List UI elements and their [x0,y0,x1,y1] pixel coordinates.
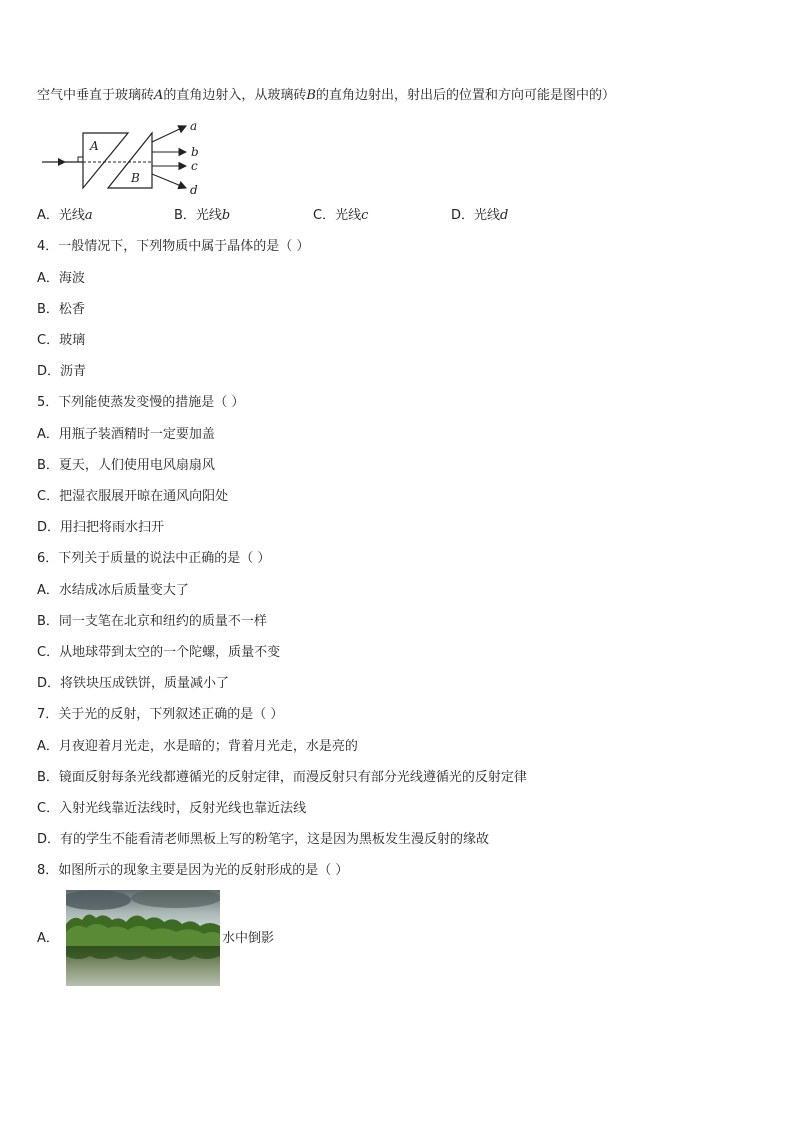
ray-b-label: b [191,145,199,159]
q4-option-b[interactable]: B．松香 [37,302,85,317]
q6-option-d[interactable]: D．将铁块压成铁饼，质量减小了 [37,676,230,691]
ray-d-label: d [190,183,198,196]
q7-option-d[interactable]: D．有的学生不能看清老师黑板上写的粉笔字，这是因为黑板发生漫反射的缘故 [37,832,490,847]
glass-brick-b [108,133,152,188]
incident-ray-arrow-icon [58,158,66,166]
water-reflection-photo [66,890,220,986]
q7-stem: 7．关于光的反射，下列叙述正确的是（ ） [37,707,284,722]
q5-option-b[interactable]: B．夏天，人们使用电风扇扇风 [37,458,215,473]
q8-option-a-label: 水中倒影 [222,931,275,946]
q6-option-c[interactable]: C．从地球带到太空的一个陀螺，质量不变 [37,645,281,660]
q5-stem: 5．下列能使蒸发变慢的措施是（ ） [37,395,245,410]
q3-option-d[interactable]: D．光线d [451,208,509,223]
q5-option-d[interactable]: D．用扫把将雨水扫开 [37,520,165,535]
q3-option-c[interactable]: C．光线c [313,208,369,223]
q3-stem-var-a: A [154,88,164,103]
q4-option-c[interactable]: C．玻璃 [37,333,86,348]
q4-stem: 4．一般情况下，下列物质中属于晶体的是（ ） [37,239,310,254]
brick-a-label: A [90,139,99,153]
q4-option-d[interactable]: D．沥青 [37,364,87,379]
q8-stem: 8．如图所示的现象主要是因为光的反射形成的是（ ） [37,863,349,878]
q3-stem: 空气中垂直于玻璃砖A的直角边射入，从玻璃砖B的直角边射出，射出后的位置和方向可能是图中的） [37,88,615,103]
brick-b-label: B [131,171,140,185]
q7-option-a[interactable]: A．月夜迎着月光走，水是暗的；背着月光走，水是亮的 [37,739,358,754]
ray-d [152,174,186,188]
q6-stem: 6．下列关于质量的说法中正确的是（ ） [37,551,271,566]
q5-option-c[interactable]: C．把湿衣服展开晾在通风向阳处 [37,489,229,504]
q4-option-a[interactable]: A．海波 [37,271,85,286]
water-reflection-image [66,890,220,986]
right-angle-mark [78,157,83,162]
q3-options [37,208,597,224]
ray-c-label: c [191,159,198,173]
q3-stem-var-b: B [306,88,316,103]
ray-a [152,126,186,142]
ray-a-label: a [190,119,198,133]
glass-prism-diagram [38,116,218,196]
q7-option-c[interactable]: C．入射光线靠近法线时，反射光线也靠近法线 [37,801,307,816]
q8-option-a-prefix[interactable]: A． [37,931,59,946]
q6-option-b[interactable]: B．同一支笔在北京和纽约的质量不一样 [37,614,267,629]
q3-option-a[interactable]: A．光线a [37,208,93,223]
q6-option-a[interactable]: A．水结成冰后质量变大了 [37,583,189,598]
q7-option-b[interactable]: B．镜面反射每条光线都遵循光的反射定律，而漫反射只有部分光线遵循光的反射定律 [37,770,527,785]
q3-option-b[interactable]: B．光线b [174,208,231,223]
q5-option-a[interactable]: A．用瓶子装酒精时一定要加盖 [37,427,215,442]
